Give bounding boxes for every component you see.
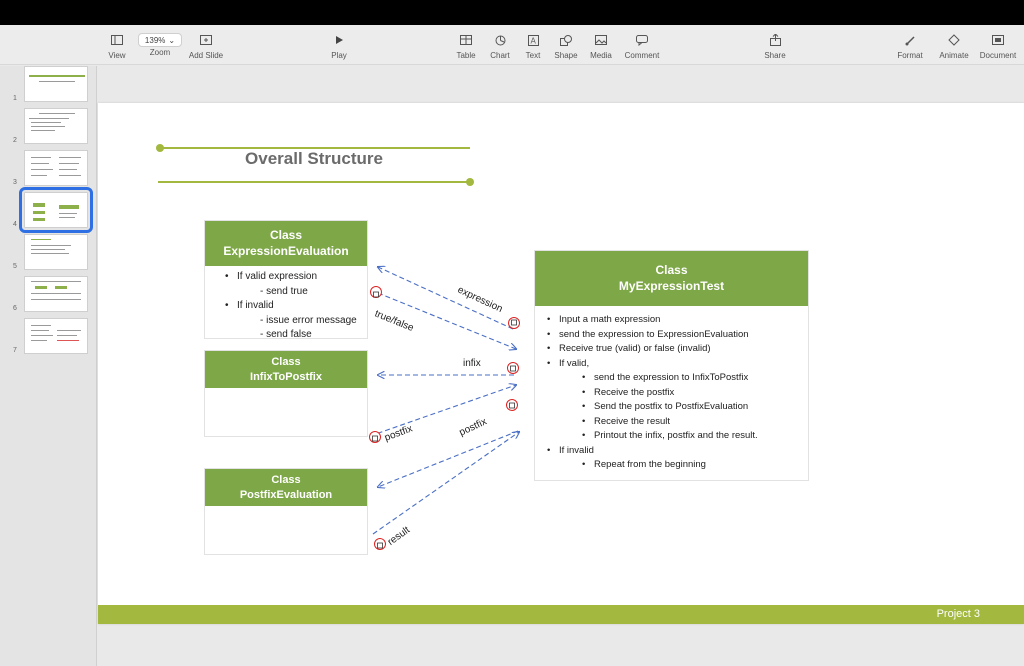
table-icon <box>460 30 472 50</box>
label-true-false: true/false <box>372 308 416 335</box>
share-icon <box>770 30 781 50</box>
slide-number: 3 <box>13 179 17 186</box>
shape-button[interactable] <box>552 25 580 65</box>
slide[interactable] <box>98 103 1024 624</box>
comment-marker-icon[interactable] <box>507 400 518 411</box>
class-name: PostfixEvaluation <box>239 488 333 501</box>
list-item: - issue error message <box>260 314 357 326</box>
view-button[interactable] <box>106 25 128 65</box>
slide-thumbnail-4[interactable] <box>24 192 88 228</box>
list-item: • Send the postfix to PostfixEvaluation <box>582 401 749 412</box>
chart-label: Chart <box>490 51 510 60</box>
list-item: • Printout the infix, postfix and the result. <box>582 430 758 441</box>
document-label: Document <box>979 51 1017 60</box>
label-postfix-right: postfix <box>457 416 489 439</box>
slide-number: 5 <box>13 263 17 270</box>
slide-number: 2 <box>13 137 17 144</box>
list-item: • Input a math expression <box>547 314 661 325</box>
comment-button[interactable] <box>622 25 662 65</box>
class-keyword: Class <box>269 227 303 242</box>
arrow-result <box>373 432 519 534</box>
class-keyword: Class <box>655 262 688 277</box>
class-keyword: Class <box>271 474 301 487</box>
add-slide-button[interactable] <box>186 25 226 65</box>
chevron-down-icon: ⌄ <box>168 35 176 45</box>
shape-label: Shape <box>554 51 578 60</box>
format-label: Format <box>897 51 923 60</box>
animate-button[interactable] <box>937 25 971 65</box>
comment-marker-icon[interactable] <box>508 363 519 374</box>
slide-number: 7 <box>13 347 17 354</box>
list-item: • send the expression to InfixToPostfix <box>582 372 749 383</box>
comment-label: Comment <box>624 51 660 60</box>
slide-number: 1 <box>13 95 17 102</box>
list-item: • send the expression to ExpressionEvaluation <box>547 328 749 340</box>
add-slide-icon <box>200 30 212 50</box>
media-button[interactable] <box>588 25 614 65</box>
document-button[interactable] <box>977 25 1019 65</box>
label-postfix-left: postfix <box>383 423 415 444</box>
slide-number: 4 <box>13 221 17 228</box>
document-icon <box>992 30 1004 50</box>
slide-thumbnail-5[interactable] <box>24 234 88 270</box>
text-button[interactable] <box>522 25 544 65</box>
share-label: Share <box>764 51 786 60</box>
menu-bar <box>0 0 1024 25</box>
media-icon <box>595 30 607 50</box>
slide-thumbnail-2[interactable] <box>24 108 88 144</box>
footer-text: Project 3 <box>936 608 980 620</box>
slide-title[interactable]: Overall Structure <box>245 149 383 168</box>
list-item: • Receive the result <box>582 415 671 427</box>
class-name: MyExpressionTest <box>618 278 725 293</box>
slide-number: 6 <box>13 305 17 312</box>
zoom-label: Zoom <box>149 48 171 57</box>
text-label: Text <box>525 51 541 60</box>
footer-band <box>98 605 1024 624</box>
list-item: • Receive the postfix <box>582 386 675 398</box>
diamond-icon <box>948 30 960 50</box>
slide-navigator <box>0 66 97 666</box>
share-button[interactable] <box>762 25 788 65</box>
view-label: View <box>108 51 126 60</box>
class-name: InfixToPostfix <box>250 370 322 383</box>
label-infix: infix <box>463 358 481 369</box>
list-item: • Receive true (valid) or false (invalid) <box>547 343 711 354</box>
list-item: • Repeat from the beginning <box>582 459 706 470</box>
label-expression: expression <box>455 284 505 315</box>
list-item: • If valid, <box>547 357 590 369</box>
play-button[interactable] <box>328 25 350 65</box>
list-item: - send true <box>260 285 308 297</box>
zoom-value: 139% <box>144 35 166 45</box>
svg-text:A: A <box>530 36 536 45</box>
text-box-icon <box>528 30 539 50</box>
chart-icon <box>495 30 506 50</box>
table-button[interactable] <box>454 25 478 65</box>
class-keyword: Class <box>271 356 301 369</box>
paintbrush-icon <box>905 30 916 50</box>
slide-thumbnail-7[interactable] <box>24 318 88 354</box>
arrow-postfix-send <box>378 431 518 487</box>
list-item: - send false <box>260 329 312 340</box>
format-button[interactable] <box>895 25 925 65</box>
connector-arrows <box>98 103 1024 624</box>
slide-thumbnail-3[interactable] <box>24 150 88 186</box>
zoom-control[interactable] <box>139 25 181 65</box>
add-slide-label: Add Slide <box>188 51 224 60</box>
slide-canvas <box>98 66 1024 666</box>
chart-button[interactable] <box>488 25 512 65</box>
comment-marker-icon[interactable] <box>509 318 520 329</box>
list-item: • If invalid <box>547 444 594 456</box>
zoom-select[interactable] <box>138 33 182 47</box>
play-icon <box>334 30 344 50</box>
slide-thumbnail-6[interactable] <box>24 276 88 312</box>
table-label: Table <box>456 51 476 60</box>
slide-thumbnail-1[interactable] <box>24 66 88 102</box>
shape-icon <box>560 30 572 50</box>
list-item: • If invalid <box>225 300 274 311</box>
list-item: • If valid expression <box>225 271 318 282</box>
sidebar-icon <box>111 30 123 50</box>
class-name: ExpressionEvaluation <box>223 243 349 258</box>
arrow-postfix-return <box>370 385 516 439</box>
media-label: Media <box>590 51 612 60</box>
play-label: Play <box>331 51 347 60</box>
toolbar <box>0 25 1024 65</box>
comment-icon <box>636 30 648 50</box>
label-result: result <box>385 524 413 548</box>
animate-label: Animate <box>939 51 969 60</box>
